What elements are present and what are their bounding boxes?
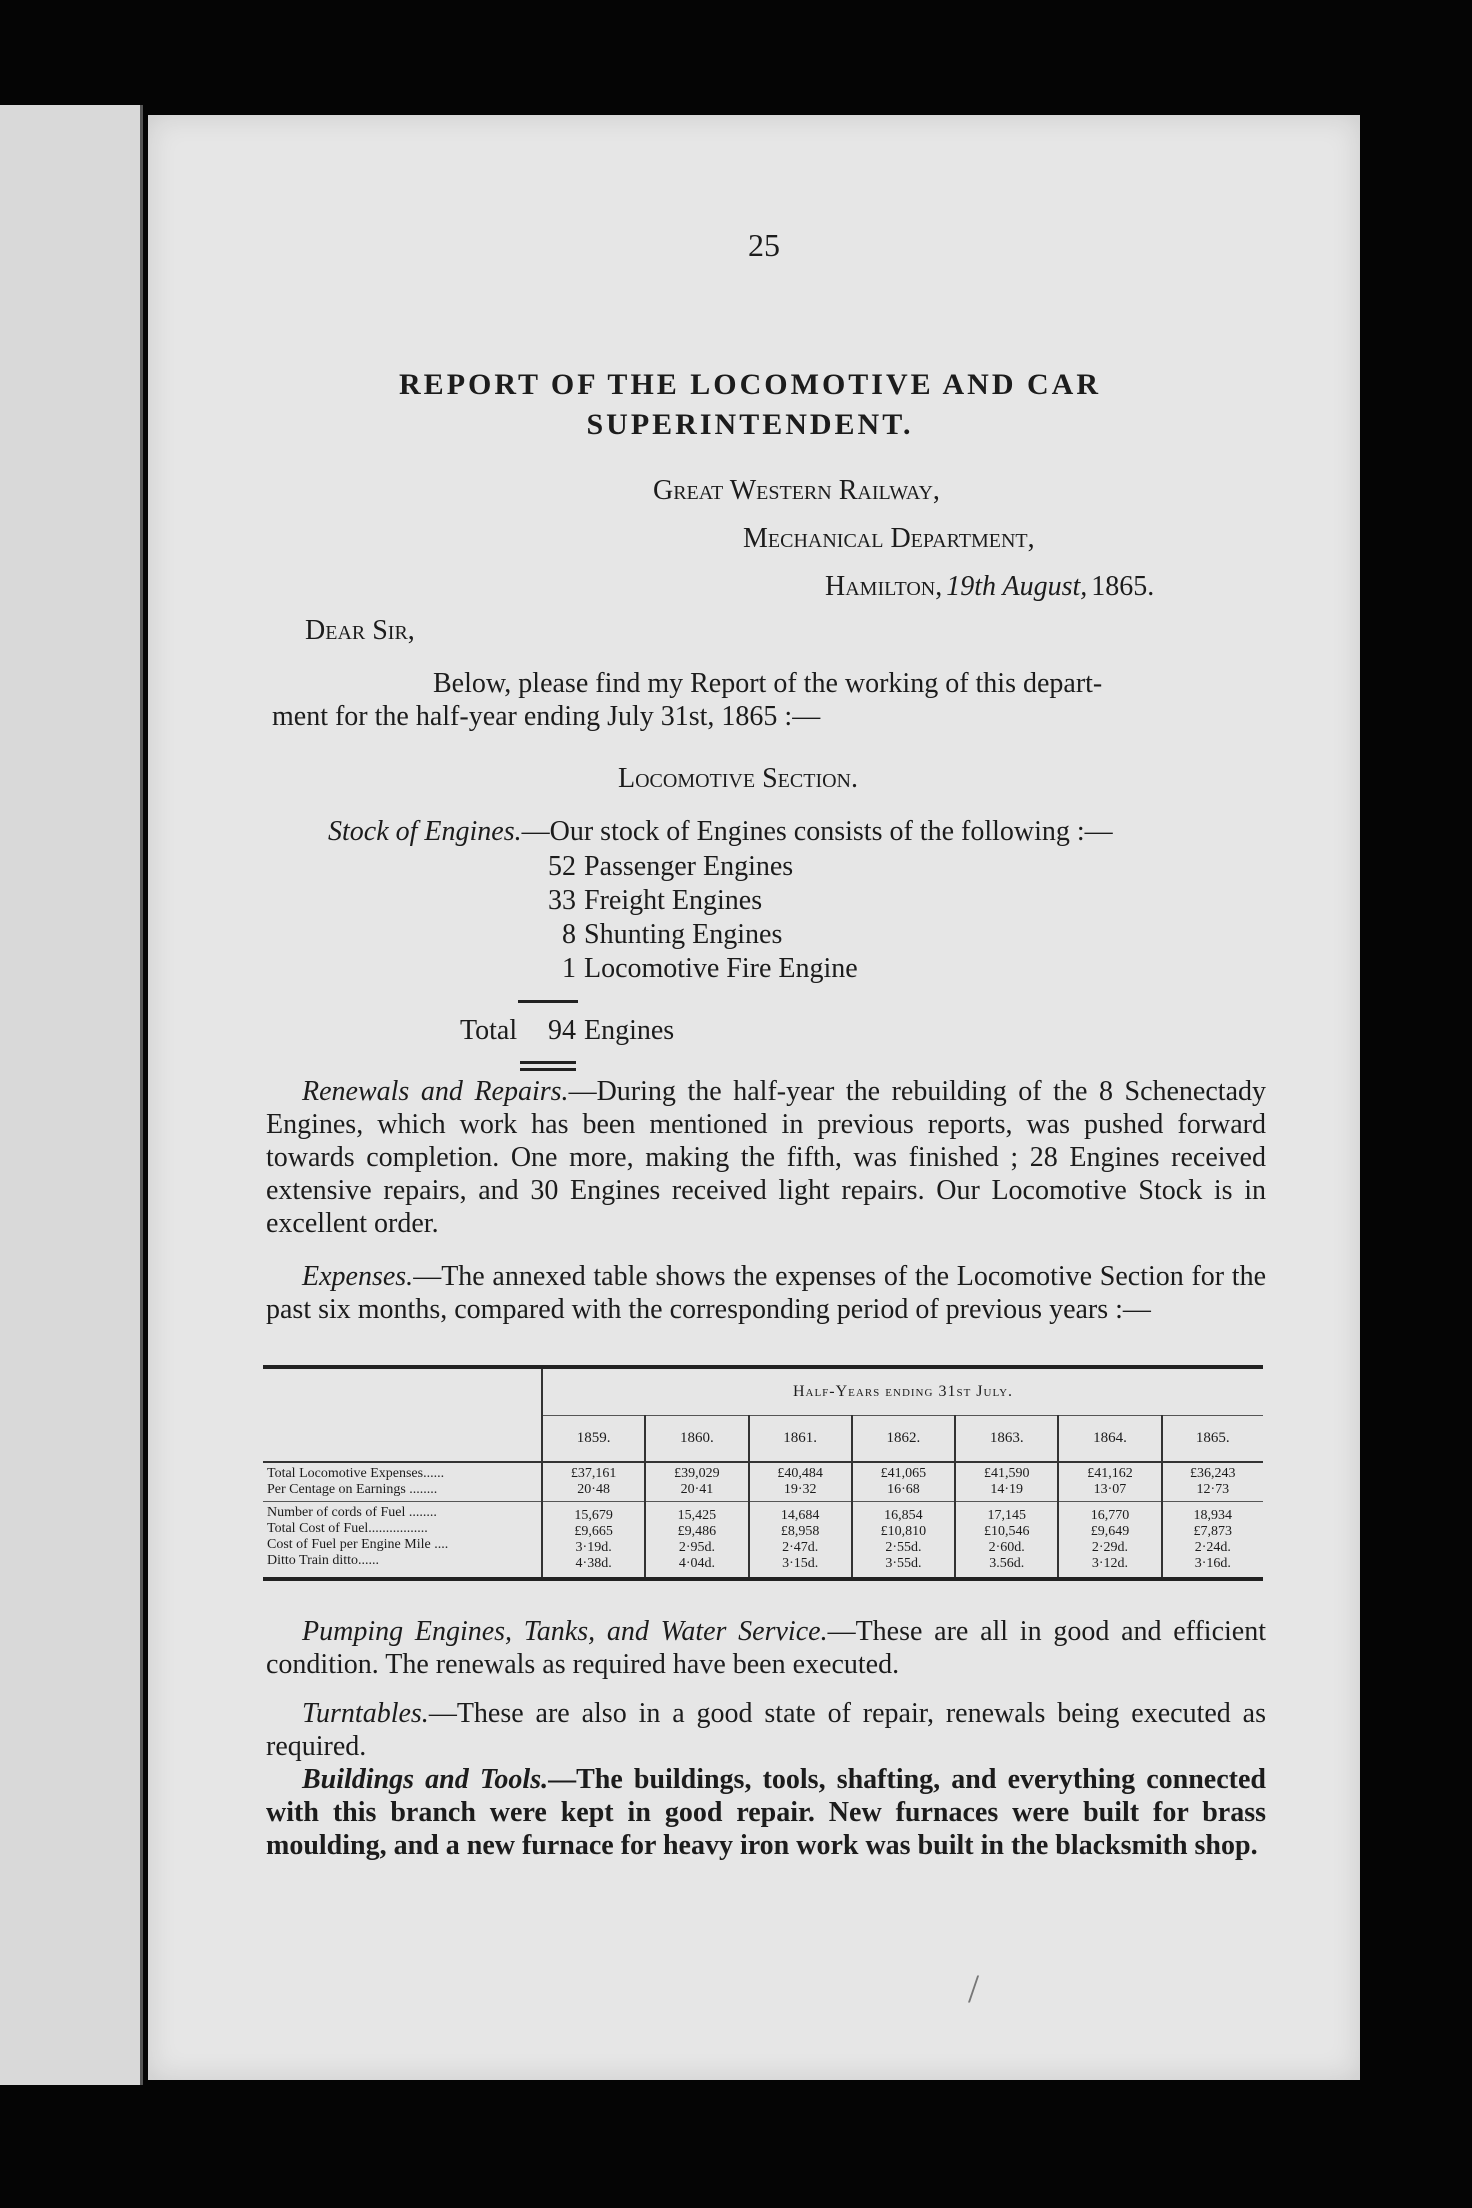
address-place: Hamilton, (825, 571, 943, 602)
table-cell: 15,425 £9,486 2·95d. 4·04d. (645, 1502, 748, 1580)
address-date-line (825, 571, 1154, 603)
expenses-text: —The annexed table shows the expenses of the Locomotive Section for the past six months, compared with the corresponding period of previous years :— (266, 1261, 1266, 1325)
year-header: 1864. (1058, 1416, 1161, 1463)
double-rule-top (520, 1061, 576, 1064)
address-line-2: Mechanical Department, (743, 523, 1035, 554)
section-heading: Locomotive Section. (618, 763, 858, 794)
table-year-row (263, 1416, 1263, 1463)
intro-line-1: Below, please find my Report of the working of this depart- (433, 668, 1103, 699)
pumping-paragraph (266, 1615, 1266, 1681)
table-cell: 14,684 £8,958 2·47d. 3·15d. (749, 1502, 852, 1580)
table-cell: £40,484 19·32 (749, 1462, 852, 1502)
total-line (536, 1015, 674, 1047)
table-row (263, 1502, 1263, 1580)
table-cell: 18,934 £7,873 2·24d. 3·16d. (1162, 1502, 1263, 1580)
row-labels: Number of cords of Fuel ........ Total Cost of Fuel................. Cost of Fuel per Engine Mile .... Ditto Train ditto...... (267, 1505, 449, 1568)
pumping-lead: Pumping Engines, Tanks, and Water Service. (302, 1616, 828, 1647)
expenses-table (263, 1365, 1263, 1581)
stock-item: 8 Shunting Engines (562, 919, 783, 950)
table-cell: £41,590 14·19 (955, 1462, 1058, 1502)
year-header: 1865. (1162, 1416, 1263, 1463)
page-number: 25 (748, 227, 780, 263)
total-count: 94 (548, 1015, 576, 1046)
table-cell: £37,161 20·48 (542, 1462, 645, 1502)
stock-paragraph (328, 815, 1113, 848)
stock-lead: Stock of Engines. (328, 816, 522, 847)
renewals-text: —During the half-year the rebuilding of the 8 Schenectady Engines, which work has been mentioned in previous reports, was pushed forward towards completion. One more, making the fifth, was finished ; 28 Engines received extensive repairs, and 30 Engines received light repairs. Our Locomotive Stock is in excellent order. (266, 1076, 1266, 1239)
stock-item: 52 Passenger Engines (548, 851, 794, 882)
address-year: 1865. (1091, 571, 1155, 602)
renewals-paragraph (266, 1075, 1266, 1240)
table-cell: 16,770 £9,649 2·29d. 3·12d. (1058, 1502, 1161, 1580)
stock-item: 1 Locomotive Fire Engine (562, 953, 858, 984)
intro-line-2: ment for the half-year ending July 31st, 1865 :— (272, 701, 821, 732)
table-cell: 16,854 £10,810 2·55d. 3·55d. (852, 1502, 955, 1580)
adjacent-page-edge (0, 105, 143, 2085)
stock-text: —Our stock of Engines consists of the following :— (521, 816, 1113, 847)
table-cell: 17,145 £10,546 2·60d. 3.56d. (955, 1502, 1058, 1580)
year-header: 1863. (955, 1416, 1058, 1463)
stock-item: 33 Freight Engines (548, 885, 763, 916)
double-rule-bottom (520, 1068, 576, 1071)
buildings-paragraph (266, 1763, 1266, 1862)
year-header: 1859. (542, 1416, 645, 1463)
table-cell: £39,029 20·41 (645, 1462, 748, 1502)
table-cell: 15,679 £9,665 3·19d. 4·38d. (542, 1502, 645, 1580)
total-label: Total (460, 1015, 518, 1046)
year-header: 1861. (749, 1416, 852, 1463)
turntables-lead: Turntables. (302, 1698, 429, 1729)
address-line-1: Great Western Railway, (653, 475, 940, 506)
buildings-lead: Buildings and Tools. (302, 1764, 549, 1795)
buildings-text: —The buildings, tools, shafting, and everything connected with this branch were kept in good repair. New furnaces were built for brass moulding, and a new furnace for heavy iron work was built in the blacksmith shop. (266, 1764, 1266, 1861)
stray-mark: / (968, 1966, 980, 2011)
table-header-row (263, 1367, 1263, 1416)
salutation: Dear Sir, (305, 615, 415, 646)
report-title: REPORT OF THE LOCOMOTIVE AND CAR SUPERINTENDENT. (399, 368, 1101, 441)
pumping-text: —These are all in good and efficient condition. The renewals as required have been executed. (266, 1616, 1266, 1680)
year-header: 1860. (645, 1416, 748, 1463)
row-labels: Total Locomotive Expenses...... Per Centage on Earnings ........ (267, 1466, 445, 1497)
table-row (263, 1462, 1263, 1502)
expenses-lead: Expenses. (302, 1261, 414, 1292)
table-cell: £41,162 13·07 (1058, 1462, 1161, 1502)
table-cell: £36,243 12·73 (1162, 1462, 1263, 1502)
turntables-text: —These are also in a good state of repair, renewals being executed as required. (266, 1698, 1266, 1762)
year-header: 1862. (852, 1416, 955, 1463)
turntables-paragraph (266, 1697, 1266, 1763)
renewals-lead: Renewals and Repairs. (302, 1076, 569, 1107)
table-group-header: Half-Years ending 31st July. (542, 1367, 1263, 1416)
table-cell: £41,065 16·68 (852, 1462, 955, 1502)
expenses-paragraph (266, 1260, 1266, 1326)
address-date: 19th August, (946, 571, 1088, 602)
total-unit: Engines (584, 1015, 675, 1046)
sum-rule (518, 1000, 578, 1003)
document-page (148, 115, 1360, 2080)
